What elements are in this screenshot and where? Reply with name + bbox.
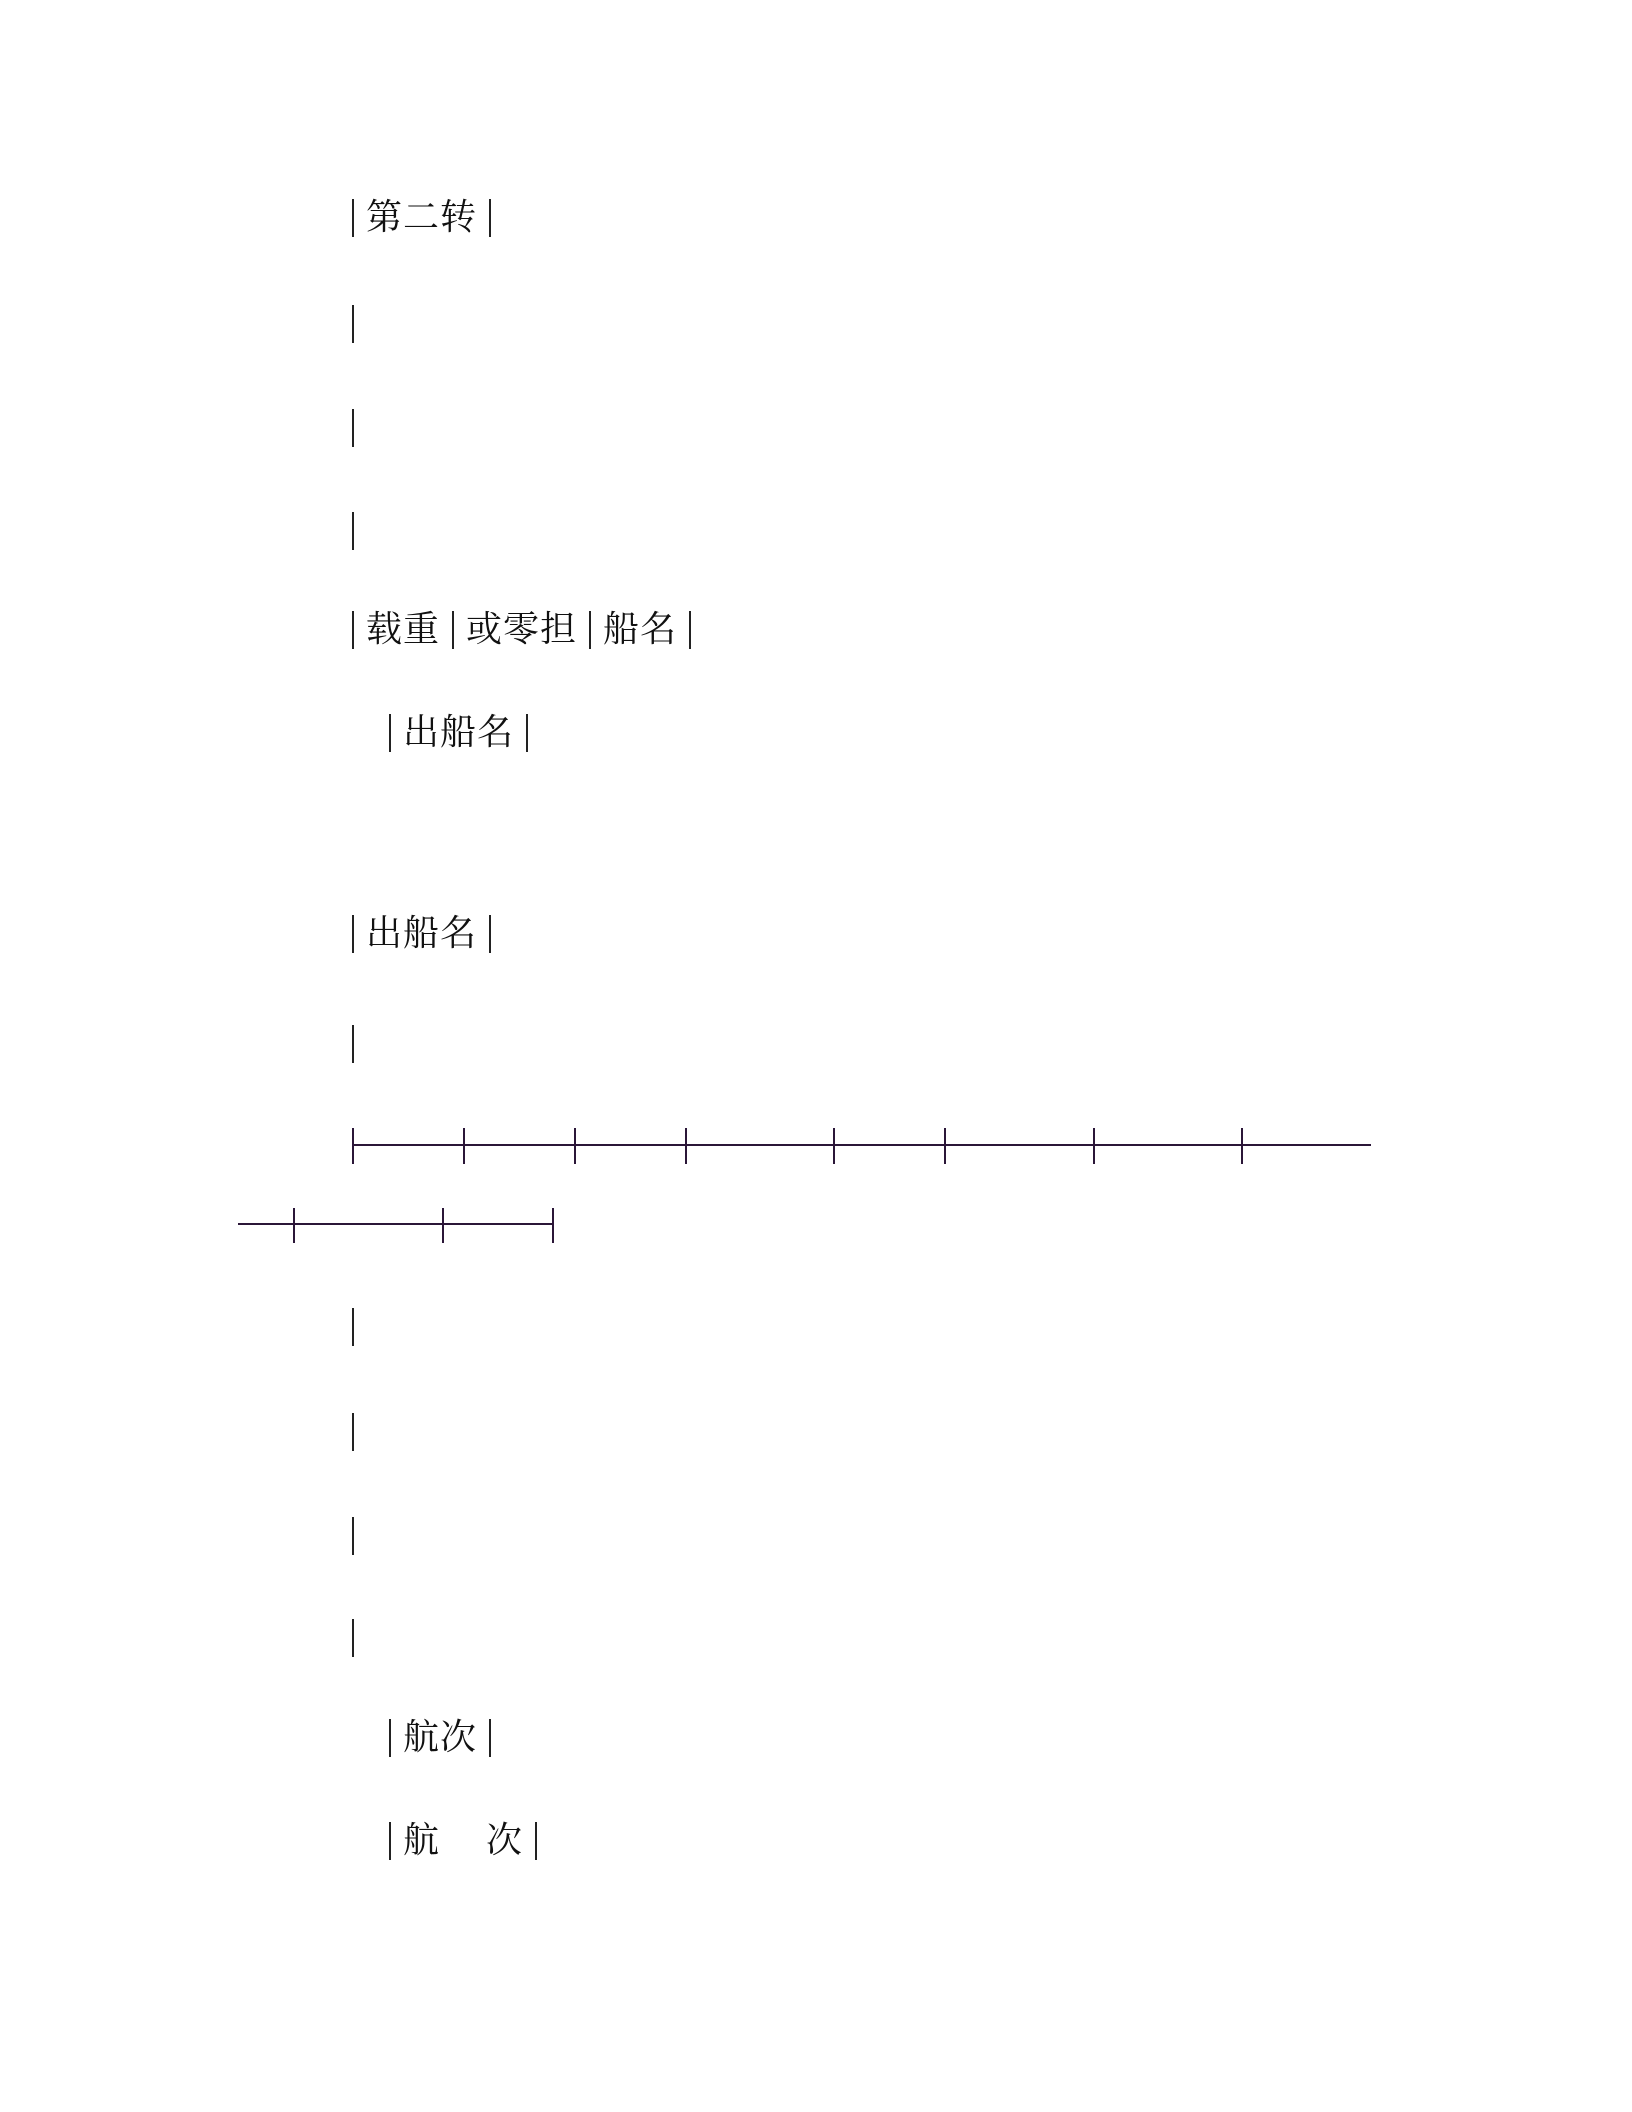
cell-border	[489, 1719, 491, 1757]
row-empty	[352, 1302, 366, 1352]
label-second-transfer: 第二转	[366, 197, 478, 238]
row-voyage-spaced	[389, 1816, 549, 1866]
cell-border	[389, 1822, 391, 1860]
cell-border	[535, 1822, 537, 1860]
row-empty	[352, 1407, 366, 1457]
row-empty	[352, 1511, 366, 1561]
cell-border	[352, 1619, 354, 1657]
label-voyage: 航次	[403, 1717, 478, 1758]
label-departure-ship-name: 出船名	[403, 712, 515, 753]
label-or-less-load: 或零担	[466, 609, 578, 650]
row-empty	[352, 1613, 366, 1663]
cell-border	[352, 1308, 354, 1346]
label-voyage-char-1: 航	[403, 1820, 441, 1861]
cell-border	[389, 1719, 391, 1757]
row-voyage	[389, 1713, 503, 1763]
cell-border	[352, 1517, 354, 1555]
label-ship-name: 船名	[603, 609, 678, 650]
label-departure-ship-name: 出船名	[366, 913, 478, 954]
label-load-weight: 载重	[366, 609, 441, 650]
label-voyage-char-2: 次	[486, 1820, 524, 1861]
cell-border	[352, 1413, 354, 1451]
